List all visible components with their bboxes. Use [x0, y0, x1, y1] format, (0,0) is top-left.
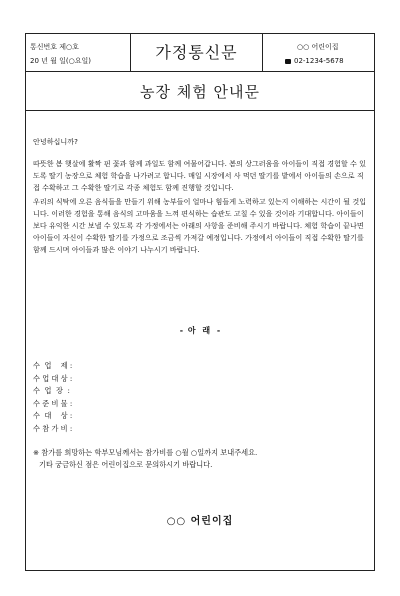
heading-dash-left: - — [179, 326, 184, 335]
section-heading — [26, 325, 374, 336]
issue-number: 통신번호 제○호 — [30, 43, 79, 51]
phone-number: 02-1234-5678 — [294, 57, 344, 65]
phone-icon — [285, 59, 291, 64]
paragraph-1: 따뜻한 봄 햇살에 활짝 핀 꽃과 함께 과일도 함께 여물어갑니다. 봄의 상그러움을 아이들이 직접 경험할 수 있도록 딸기 농장으로 체험 학습을 나가려고 합니다. 매일 시장에서 사 먹던 딸기를 밭에서 아이들의 손으로 직접 수확하고 그 수확한 딸기로 각종 체험도 함께 진행할 것입니다. — [33, 159, 366, 192]
field-target: 수 업 대 상 : — [33, 373, 73, 383]
phone-line — [263, 54, 374, 68]
title-divider — [26, 110, 374, 111]
note-line-2: 기타 궁금하신 점은 어린이집으로 문의하시기 바랍니다. — [39, 460, 213, 469]
letter-body — [33, 136, 370, 256]
note-line-1: ※ 참가를 희망하는 학부모님께서는 참가비를 ○월 ○일까지 보내주세요. — [33, 448, 258, 457]
greeting: 안녕하십니까? — [33, 137, 78, 146]
header-title-cell — [131, 34, 263, 71]
document-title: 농장 체험 안내문 — [140, 83, 260, 101]
newsletter-title: 가정통신문 — [155, 43, 238, 62]
field-supplies: 수 준 비 물 : — [33, 398, 73, 408]
notes — [33, 447, 257, 471]
header-left-cell — [26, 34, 131, 71]
heading-text: 아 래 — [187, 326, 213, 335]
field-fee: 수 참 가 비 : — [33, 423, 73, 433]
field-audience: 수 대 상 : — [33, 411, 73, 420]
field-topic: 수 업 제 : — [33, 361, 73, 370]
issue-date: 20 년 월 일(○요일) — [30, 57, 91, 65]
header-right-cell — [263, 34, 374, 71]
heading-dash-right: - — [216, 326, 221, 335]
detail-fields — [33, 360, 72, 435]
header-table — [26, 34, 374, 72]
footer-signature: ○○ 어린이집 — [166, 516, 234, 527]
school-name: ○○ 어린이집 — [297, 43, 339, 51]
field-place: 수 업 장 : — [33, 386, 70, 395]
document-frame — [25, 33, 375, 571]
paragraph-2: 우리의 식탁에 오른 음식들을 만들기 위해 농부들이 얼마나 힘들게 노력하고 있는지 이해하는 시간이 될 것입니다. 이러한 경험을 통해 음식의 고마움을 느껴 편식하는 습관도 고칠 수 있을 것이라 기대합니다. 아이들이 보다 유익한 시간 보낼 수 있도록 각 가정에서는 아래의 사항을 준비해 주시기 바랍니다. 체험 학습이 끝나면 아이들이 자신이 수확한 딸기를 가정으로 조금씩 가져갈 예정입니다. 가정에서 아이들이 직접 수확한 딸기를 함께 드시며 아이들과 많은 이야기 나누시기 바랍니다. — [33, 197, 367, 254]
